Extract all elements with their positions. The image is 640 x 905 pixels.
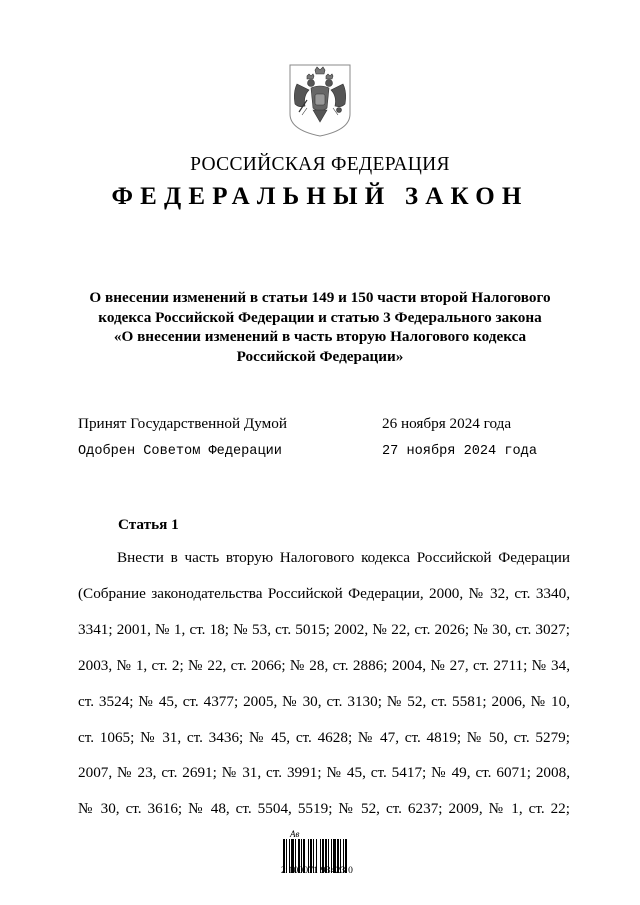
- article-line: № 30, ст. 3616; № 48, ст. 5504, 5519; № 52, ст. 6237; 2009, № 1, ст. 22;: [78, 800, 570, 818]
- article-line: 2007, № 23, ст. 2691; № 31, ст. 3991; № 45, ст. 5417; № 49, ст. 6071; 2008,: [78, 764, 570, 782]
- country-name: РОССИЙСКАЯ ФЕДЕРАЦИЯ: [190, 154, 450, 175]
- barcode-number: 2 100071 93423 0: [281, 866, 354, 876]
- law-title-line: кодекса Российской Федерации и статью 3 Федерального закона: [98, 308, 542, 326]
- article-line: 2003, № 1, ст. 2; № 22, ст. 2066; № 28, ст. 2886; 2004, № 27, ст. 2711; № 34,: [78, 656, 570, 674]
- article-line: (Собрание законодательства Российской Федерации, 2000, № 32, ст. 3340,: [78, 584, 570, 602]
- document-type: ФЕДЕРАЛЬНЫЙ ЗАКОН: [111, 183, 529, 210]
- article-line: ст. 1065; № 31, ст. 3436; № 45, ст. 4628; № 47, ст. 4819; № 50, ст. 5279;: [78, 728, 570, 746]
- article-line: 3341; 2001, № 1, ст. 18; № 53, ст. 5015; 2002, № 22, ст. 2026; № 30, ст. 3027;: [78, 620, 570, 638]
- law-title-line: «О внесении изменений в часть вторую Налогового кодекса: [113, 328, 527, 345]
- law-title-line: Российской Федерации»: [236, 347, 404, 365]
- russian-coat-of-arms-icon: [287, 62, 353, 138]
- approved-council-label: Одобрен Советом Федерации: [78, 444, 282, 459]
- adopted-duma-date: 26 ноября 2024 года: [382, 415, 512, 432]
- law-title-line: О внесении изменений в статьи 149 и 150 части второй Налогового: [89, 289, 551, 306]
- approved-council-date: 27 ноября 2024 года: [382, 444, 537, 459]
- article-line: Внести в часть вторую Налогового кодекса Российской Федерации: [117, 549, 570, 566]
- article-heading: Статья 1: [118, 516, 179, 533]
- article-body: [78, 540, 570, 827]
- law-title: [60, 288, 580, 366]
- adopted-duma-label: Принят Государственной Думой: [78, 415, 287, 432]
- article-line: ст. 3524; № 45, ст. 4377; 2005, № 30, ст. 3130; № 52, ст. 5581; 2006, № 10,: [78, 692, 570, 710]
- barcode-signature: Ав: [290, 829, 300, 839]
